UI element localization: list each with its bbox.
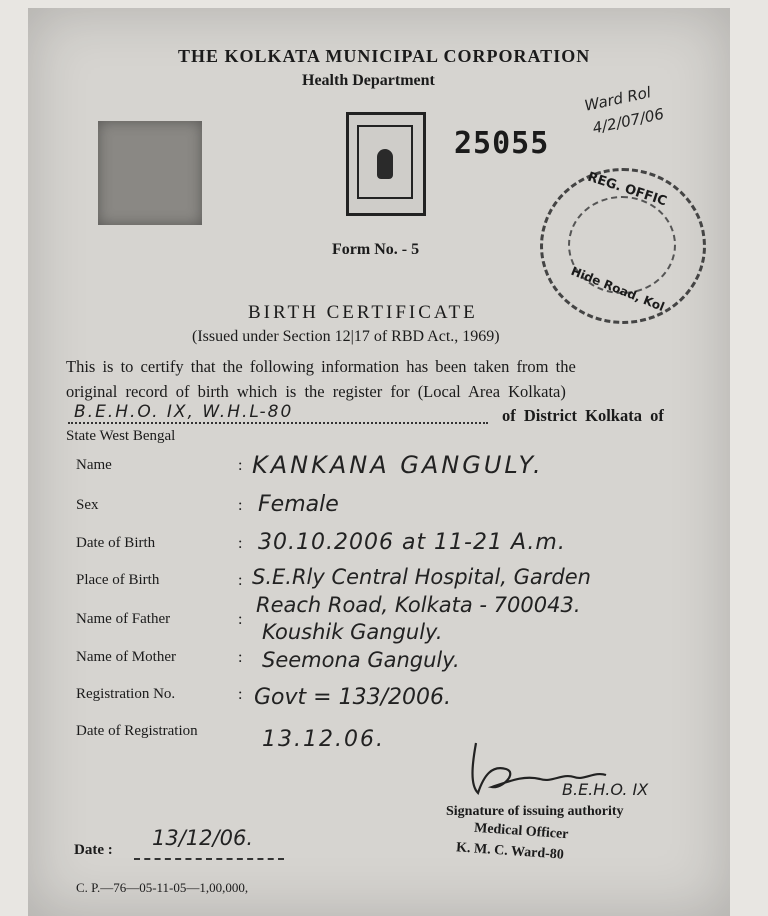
department-title: Health Department (302, 72, 435, 89)
photo-stamp-box (98, 121, 202, 225)
value-registration-no: Govt = 133/2006. (254, 685, 451, 710)
footer-print-code: C. P.—76—05-11-05—1,00,000, (76, 880, 249, 895)
label-place-of-birth: Place of Birth (76, 572, 160, 588)
colon: : (238, 535, 243, 552)
form-number: Form No. - 5 (332, 241, 420, 258)
value-sex: Female (258, 492, 339, 517)
certify-line-1: This is to certify that the following information has been taken from the (66, 357, 576, 376)
corporation-title: THE KOLKATA MUNICIPAL CORPORATION (178, 46, 591, 66)
value-name: KANKANA GANGULY. (252, 451, 544, 479)
area-handwritten: B.E.H.O. IX, W.H.L-80 (74, 402, 294, 422)
signature-designation: B.E.H.O. IX (562, 780, 649, 799)
value-father: Koushik Ganguly. (262, 620, 443, 644)
seal-text-top: REG. OFFIC (585, 169, 669, 210)
label-name: Name (76, 457, 112, 473)
colon: : (238, 572, 243, 589)
value-dob: 30.10.2006 at 11-21 A.m. (258, 530, 566, 555)
date-value: 13/12/06. (152, 826, 253, 850)
certificate-title: BIRTH CERTIFICATE (248, 302, 478, 323)
certify-line-2: original record of birth which is the register for (Local Area Kolkata) (66, 382, 566, 401)
label-registration-date: Date of Registration (76, 723, 198, 739)
signature-caption: Signature of issuing authority (446, 804, 624, 819)
label-father: Name of Father (76, 611, 171, 627)
handwritten-note-1: Ward Rol (582, 83, 653, 115)
colon: : (238, 611, 243, 628)
label-sex: Sex (76, 497, 99, 513)
district-text: of District Kolkata of (502, 406, 664, 425)
state-text: State West Bengal (66, 428, 176, 444)
colon: : (238, 649, 243, 666)
serial-number: 25055 (454, 126, 550, 161)
area-dotted-line (68, 422, 488, 424)
date-dotted-line (134, 858, 284, 860)
label-mother: Name of Mother (76, 649, 176, 665)
signature-text (488, 752, 556, 771)
handwritten-note-2: 4/2/07/06 (590, 104, 666, 138)
certificate-subtitle: (Issued under Section 12|17 of RBD Act., 1969) (192, 328, 500, 345)
value-place-of-birth-line2: Reach Road, Kolkata - 700043. (256, 593, 581, 617)
signature-title: Medical Officer (473, 820, 569, 843)
value-place-of-birth: S.E.Rly Central Hospital, Garden (252, 565, 591, 589)
date-label: Date : (74, 842, 113, 858)
value-registration-date: 13.12.06. (262, 727, 385, 752)
value-mother: Seemona Ganguly. (262, 648, 460, 672)
emblem-icon (346, 112, 426, 216)
seal-text-bottom: Hide Road, Kol (568, 263, 667, 315)
colon: : (238, 497, 243, 514)
colon: : (238, 457, 243, 474)
signature-org: K. M. C. Ward-80 (455, 840, 565, 863)
label-registration-no: Registration No. (76, 686, 176, 702)
colon: : (238, 686, 243, 703)
label-dob: Date of Birth (76, 535, 156, 551)
